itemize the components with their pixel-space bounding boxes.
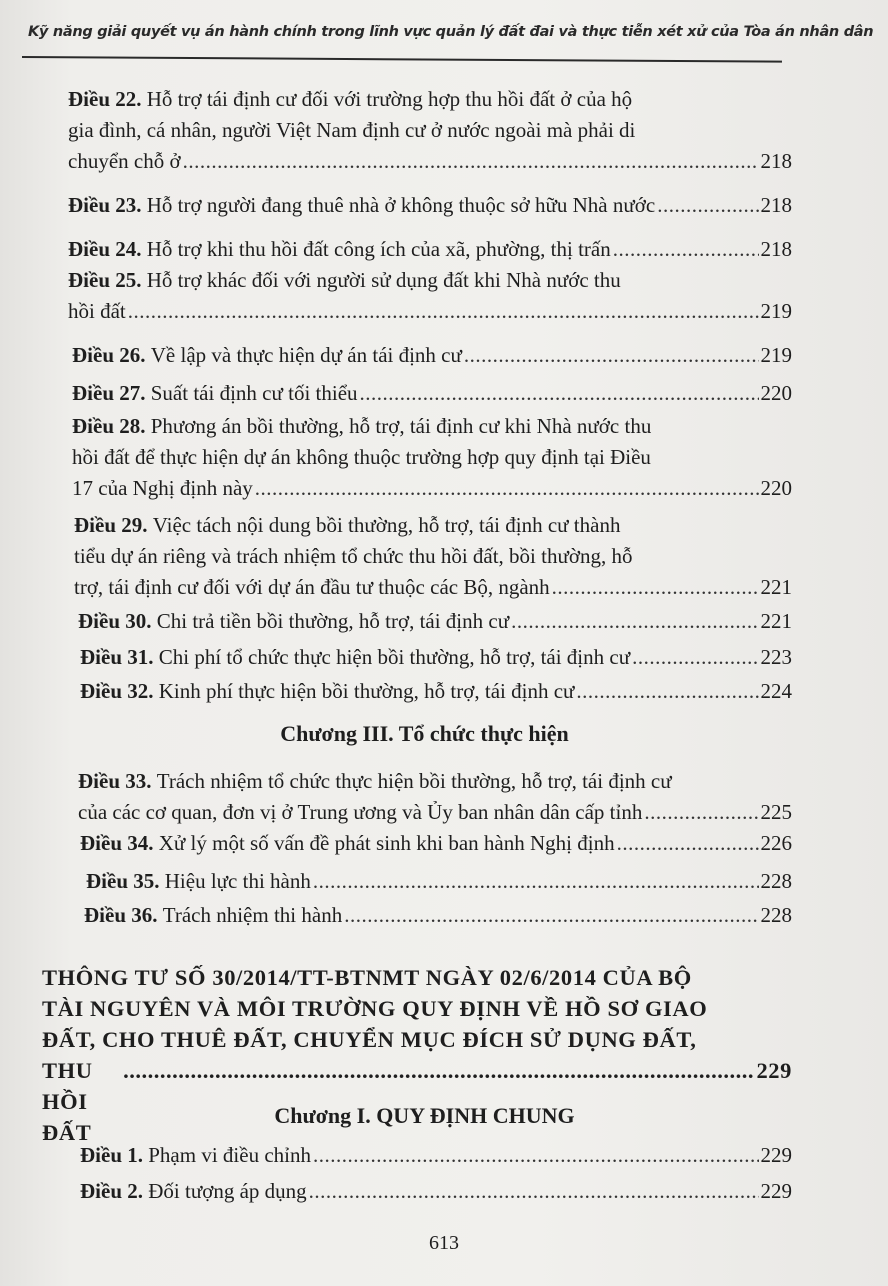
toc-entry: [72, 411, 792, 504]
article-label: Điều 22.: [68, 87, 142, 111]
article-title: tiểu dự án riêng và trách nhiệm tổ chức thu hồi đất, bồi thường, hỗ: [74, 544, 633, 568]
article-title: Việc tách nội dung bồi thường, hỗ trợ, tái định cư thành: [152, 513, 621, 537]
article-title: Kinh phí thực hiện bồi thường, hỗ trợ, tái định cư: [158, 679, 575, 703]
toc-entry: [68, 234, 792, 265]
article-label: Điều 29.: [74, 513, 148, 537]
article-label: Điều 23.: [68, 193, 142, 217]
toc-entry: [80, 828, 792, 859]
dot-leader: [123, 1055, 753, 1086]
article-title: Phạm vi điều chỉnh: [148, 1143, 311, 1167]
page-reference: 218: [760, 149, 792, 173]
dot-leader: [309, 1176, 759, 1207]
article-title: Hỗ trợ người đang thuê nhà ở không thuộc sở hữu Nhà nước: [146, 193, 656, 217]
article-title: Đối tượng áp dụng: [148, 1179, 307, 1203]
page-reference: 223: [760, 645, 792, 669]
page-reference: 218: [760, 193, 792, 217]
article-title: Về lập và thực hiện dự án tái định cư: [150, 343, 462, 367]
toc-entry: [80, 1176, 792, 1207]
page-reference: 220: [760, 381, 792, 405]
page-reference: 219: [760, 343, 792, 367]
article-title: Hỗ trợ tái định cư đối với trường hợp thu hồi đất ở của hộ: [146, 87, 633, 111]
toc-entry: [74, 510, 792, 603]
article-title: Xử lý một số vấn đề phát sinh khi ban hành Nghị định: [158, 831, 615, 855]
article-label: Điều 24.: [68, 237, 142, 261]
page-reference: 229: [760, 1179, 792, 1203]
page-reference: 229: [760, 1143, 792, 1167]
toc-entry: [80, 642, 792, 673]
dot-leader: [644, 797, 758, 828]
toc-entry: [80, 1140, 792, 1171]
article-label: Điều 30.: [78, 609, 152, 633]
dot-leader: [360, 378, 759, 409]
article-label: Điều 27.: [72, 381, 146, 405]
article-label: Điều 1.: [80, 1143, 143, 1167]
article-title: Trách nhiệm thi hành: [162, 903, 343, 927]
dot-leader: [313, 866, 759, 897]
dot-leader: [183, 146, 759, 177]
article-label: Điều 34.: [80, 831, 154, 855]
dot-leader: [576, 676, 758, 707]
dot-leader: [255, 473, 759, 504]
circular-title-line: ĐẤT, CHO THUÊ ĐẤT, CHUYỂN MỤC ĐÍCH SỬ DỤNG ĐẤT,: [42, 1027, 697, 1052]
dot-leader: [632, 642, 758, 673]
circular-title-line: TÀI NGUYÊN VÀ MÔI TRƯỜNG QUY ĐỊNH VỀ HỒ SƠ GIAO: [42, 996, 708, 1021]
circular-page-number: 229: [756, 1058, 792, 1083]
page-reference: 221: [760, 609, 792, 633]
article-title: của các cơ quan, đơn vị ở Trung ương và Ủy ban nhân dân cấp tỉnh: [78, 800, 643, 824]
article-title: Trách nhiệm tổ chức thực hiện bồi thường, hỗ trợ, tái định cư: [156, 769, 672, 793]
article-title: Phương án bồi thường, hỗ trợ, tái định cư khi Nhà nước thu: [150, 414, 652, 438]
article-title: trợ, tái định cư đối với dự án đầu tư thuộc các Bộ, ngành: [74, 575, 550, 599]
page-reference: 224: [760, 679, 792, 703]
dot-leader: [511, 606, 758, 637]
dot-leader: [552, 572, 759, 603]
toc-entry: [68, 265, 792, 327]
article-title: Hỗ trợ khác đối với người sử dụng đất khi Nhà nước thu: [146, 268, 621, 292]
toc-entry: [84, 900, 792, 931]
dot-leader: [344, 900, 758, 931]
dot-leader: [613, 234, 759, 265]
page-reference: 228: [760, 869, 792, 893]
dot-leader: [128, 296, 759, 327]
chapter-1-heading: Chương I. QUY ĐỊNH CHUNG: [274, 1103, 575, 1128]
toc-entry: [68, 190, 792, 221]
toc-entry: [86, 866, 792, 897]
page-reference: 228: [760, 903, 792, 927]
article-title: Chi trả tiền bồi thường, hỗ trợ, tái định cư: [156, 609, 510, 633]
article-title: hồi đất: [68, 299, 126, 323]
article-title: hồi đất để thực hiện dự án không thuộc trường hợp quy định tại Điều: [72, 445, 651, 469]
dot-leader: [657, 190, 758, 221]
article-label: Điều 35.: [86, 869, 160, 893]
circular-title-line: THÔNG TƯ SỐ 30/2014/TT-BTNMT NGÀY 02/6/2014 CỦA BỘ: [42, 965, 692, 990]
article-label: Điều 32.: [80, 679, 154, 703]
article-title: Chi phí tổ chức thực hiện bồi thường, hỗ trợ, tái định cư: [158, 645, 631, 669]
article-label: Điều 33.: [78, 769, 152, 793]
dot-leader: [464, 340, 759, 371]
toc-entry: [80, 676, 792, 707]
toc-entry: [68, 84, 792, 177]
page-reference: 221: [760, 575, 792, 599]
page-reference: 220: [760, 476, 792, 500]
article-label: Điều 25.: [68, 268, 142, 292]
header-rule: [22, 56, 782, 63]
article-label: Điều 31.: [80, 645, 154, 669]
article-title: Suất tái định cư tối thiểu: [150, 381, 358, 405]
article-title: Hiệu lực thi hành: [164, 869, 311, 893]
page-reference: 218: [760, 237, 792, 261]
article-title: Hỗ trợ khi thu hồi đất công ích của xã, phường, thị trấn: [146, 237, 611, 261]
dot-leader: [313, 1140, 759, 1171]
article-title: 17 của Nghị định này: [72, 476, 253, 500]
page-number: 613: [429, 1232, 459, 1254]
page-reference: 225: [760, 800, 792, 824]
article-title: chuyển chỗ ở: [68, 149, 181, 173]
article-label: Điều 36.: [84, 903, 158, 927]
toc-entry: [72, 340, 792, 371]
page-reference: 226: [760, 831, 792, 855]
toc-entry: [78, 606, 792, 637]
page-reference: 219: [760, 299, 792, 323]
article-label: Điều 26.: [72, 343, 146, 367]
circular-title-line: THU HỒI ĐẤT: [42, 1058, 93, 1145]
dot-leader: [617, 828, 759, 859]
article-label: Điều 2.: [80, 1179, 143, 1203]
chapter-3-heading: Chương III. Tổ chức thực hiện: [280, 721, 569, 746]
toc-entry: [78, 766, 792, 828]
article-title: gia đình, cá nhân, người Việt Nam định cư ở nước ngoài mà phải di: [68, 118, 636, 142]
running-header: Kỹ năng giải quyết vụ án hành chính trong lĩnh vực quản lý đất đai và thực tiễn xét xử của Tòa án nhân dân: [28, 24, 874, 40]
article-label: Điều 28.: [72, 414, 146, 438]
toc-entry: [72, 378, 792, 409]
